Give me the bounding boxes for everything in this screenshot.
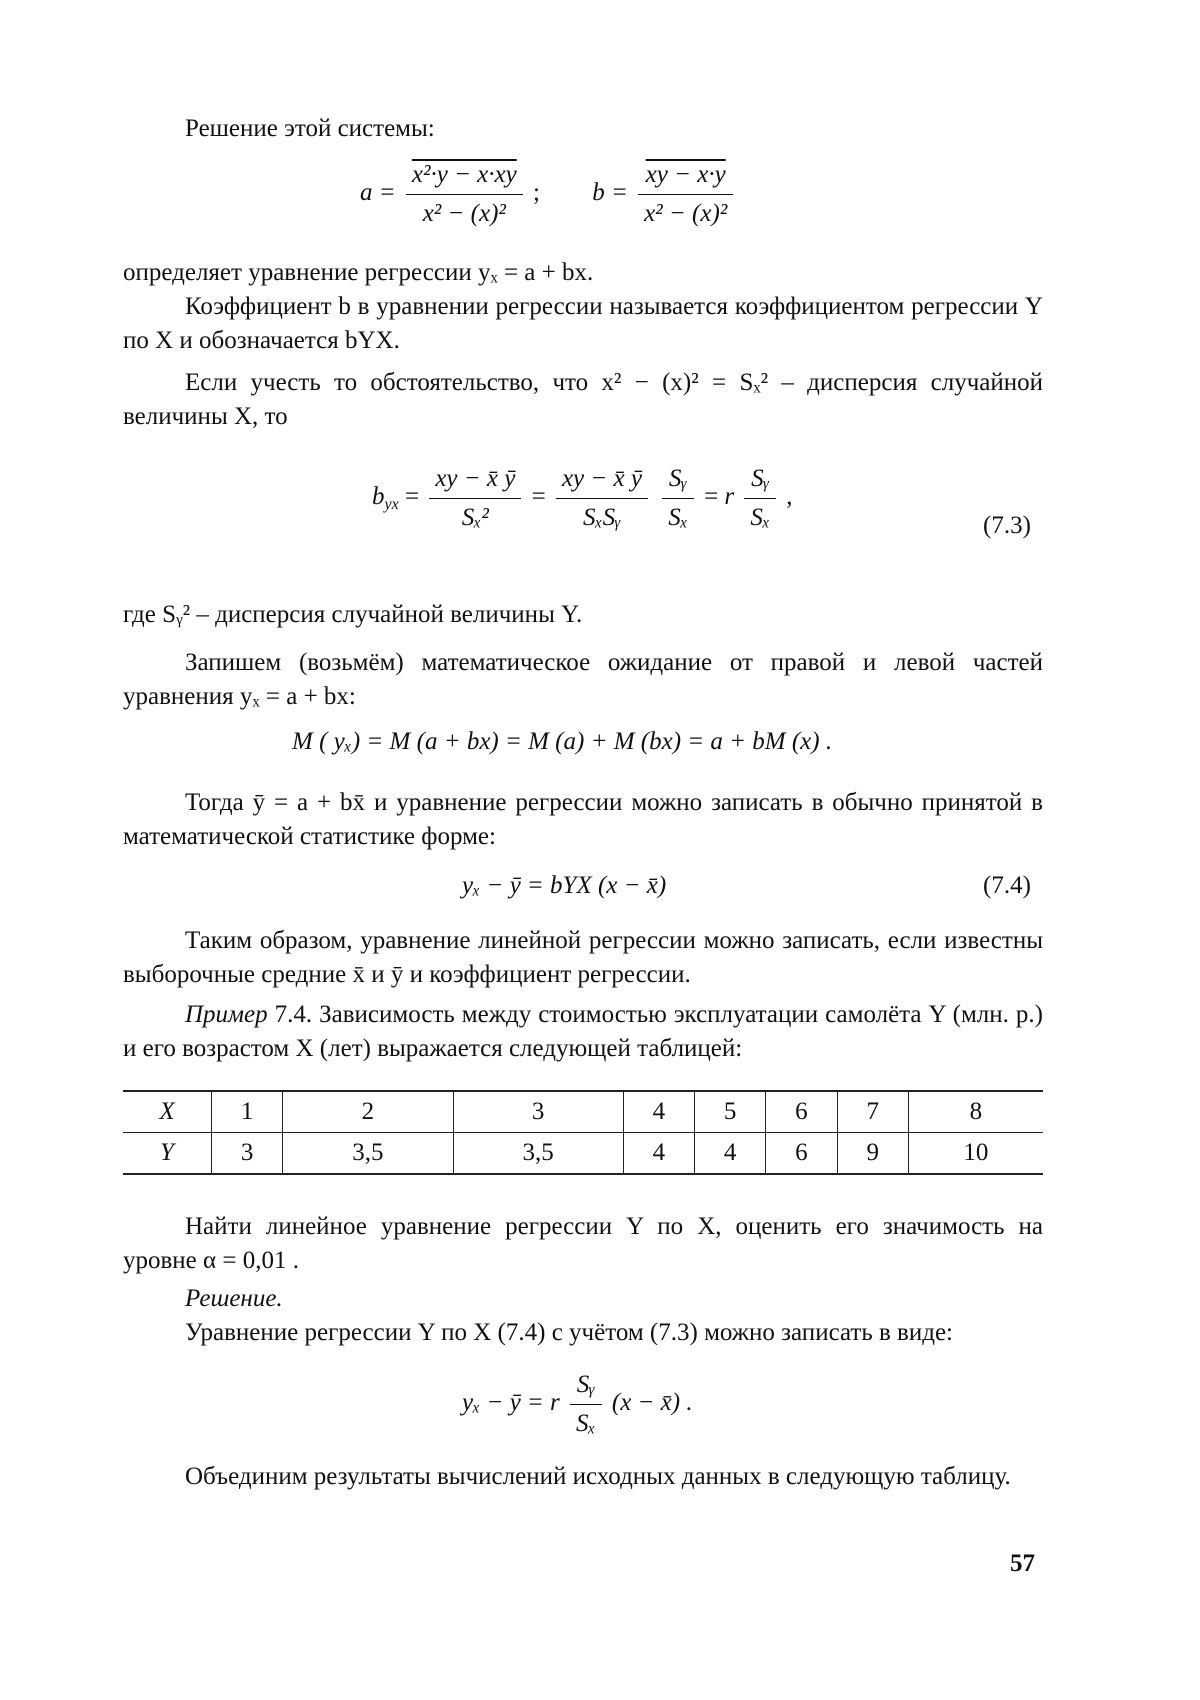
formula-7-3-lhs: b: [372, 483, 385, 511]
table-cell: 1: [212, 1091, 283, 1133]
table-cell: 9: [837, 1133, 908, 1175]
fraction-a: [406, 158, 523, 231]
formula-separator: ;: [532, 179, 540, 207]
example-text: 7.4. Зависимость между стоимостью эксплуатации самолёта Y (млн. р.) и его возрастом X (лет) выражается следующей таблицей:: [123, 1001, 1043, 1062]
table-cell: 6: [766, 1133, 837, 1175]
table-cell: 4: [623, 1091, 694, 1133]
table-cell: 8: [908, 1091, 1043, 1133]
paragraph-combine: Объединим результаты вычислений исходных данных в следующую таблицу.: [185, 1463, 1011, 1490]
paragraph-then: Тогда ȳ = a + bx̄ и уравнение регрессии можно записать в обычно принятой в математической статистике форме:: [123, 789, 1043, 850]
data-table: [123, 1090, 1043, 1175]
paragraph-task: Найти линейное уравнение регрессии Y по X, оценить его значимость на уровне α = 0,01 .: [123, 1213, 1043, 1274]
paragraph-example: [123, 998, 1043, 1066]
paragraph-dispersion: Если учесть то обстоятельство, что x² − (x)² = Sₓ² – дисперсия случайной величины X, то: [123, 369, 1043, 430]
fraction-7-3-first-den: Sₓ²: [461, 504, 489, 531]
table-row-x: [123, 1091, 1043, 1133]
fraction-7-3-second: [556, 462, 648, 535]
fraction-b-denominator: x² − (x)²: [644, 200, 728, 227]
table-cell: 4: [695, 1133, 766, 1175]
table-cell: 3,5: [283, 1133, 453, 1175]
formula-final: [462, 1368, 693, 1441]
formula-7-3-r: r: [724, 483, 735, 511]
page-number: 57: [1010, 1550, 1035, 1577]
fraction-7-3-third-den: Sₓ: [668, 504, 688, 531]
table-row-y: [123, 1133, 1043, 1175]
paragraph-coefficient: Коэффициент b в уравнении регрессии называется коэффициентом регрессии Y по X и обозначается bYX.: [123, 293, 1043, 354]
formula-final-lhs: yₓ − ȳ = r: [462, 1389, 560, 1417]
table-cell: 5: [695, 1091, 766, 1133]
paragraph-expectation: Запишем (возьмём) математическое ожидание от правой и левой частей уравнения yₓ = a + bx:: [123, 649, 1043, 710]
fraction-b: [638, 158, 733, 231]
fraction-b-numerator: xy − x·y: [638, 158, 733, 195]
table-cell: 3: [453, 1091, 623, 1133]
fraction-7-3-second-den: SₓSᵧ: [583, 504, 621, 531]
formula-7-3: $b_{yx}$ = $\frac{xy - x̄ ȳ}{\text{Sₓ²}}$ = $\frac{xy - x̄ ȳ}{\text{SₓSᵧ}}$ $\frac{\text{Sᵧ}}{\text{Sₓ}}$ = r $\frac{\text{Sᵧ}}{\text{Sₓ}}$ ,: [372, 462, 793, 535]
fraction-a-numerator: x²·y − x·xy: [406, 158, 523, 195]
fraction-final-num: Sᵧ: [570, 1368, 602, 1405]
fraction-a-denominator: x² − (x)²: [422, 200, 506, 227]
formula-a-b: [360, 158, 737, 231]
fraction-7-3-fourth-den: Sₓ: [750, 504, 771, 531]
table-cell: Y: [123, 1133, 212, 1175]
fraction-7-3-third-num: Sᵧ: [662, 462, 694, 499]
paragraph-solution: Уравнение регрессии Y по X (7.4) с учётом (7.3) можно записать в виде:: [185, 1319, 953, 1346]
fraction-final-den: Sₓ: [576, 1410, 596, 1437]
table-cell: 3: [212, 1133, 283, 1175]
formula-b-lhs: b =: [592, 179, 628, 207]
formula-a-lhs: a =: [360, 179, 396, 207]
formula-7-4: yₓ − ȳ = bYX (x − x̄): [462, 872, 667, 899]
fraction-7-3-third: [662, 462, 694, 535]
equation-number-7-4: (7.4): [983, 872, 1031, 899]
formula-7-3-lhs-sub: yx: [384, 496, 399, 514]
table-cell: 4: [623, 1133, 694, 1175]
fraction-final: [570, 1368, 602, 1441]
formula-expectation: M ( yₓ) = M (a + bx) = M (a) + M (bx) = a + bM (x) .: [292, 728, 833, 755]
fraction-7-3-second-num: xy − x̄ ȳ: [556, 462, 648, 499]
paragraph-intro: Решение этой системы:: [185, 115, 435, 142]
table-cell: X: [123, 1091, 212, 1133]
paragraph-variance-y: где Sᵧ² – дисперсия случайной величины Y.: [123, 601, 583, 628]
solution-label: Решение.: [185, 1285, 283, 1312]
paragraph-conclusion: Таким образом, уравнение линейной регрессии можно записать, если известны выборочные средние x̄ и ȳ и коэффициент регрессии.: [123, 927, 1043, 988]
formula-final-rhs: (x − x̄) .: [611, 1389, 693, 1417]
example-label: Пример: [185, 1001, 268, 1028]
table-cell: 10: [908, 1133, 1043, 1175]
paragraph-regression-eq: определяет уравнение регрессии yₓ = a + bx.: [123, 259, 594, 286]
table-cell: 7: [837, 1091, 908, 1133]
equation-number-7-3: (7.3): [983, 512, 1031, 539]
table-cell: 6: [766, 1091, 837, 1133]
fraction-7-3-first-num: xy − x̄ ȳ: [429, 462, 521, 499]
fraction-7-3-first: [429, 462, 521, 535]
table-cell: 3,5: [453, 1133, 623, 1175]
table-cell: 2: [283, 1091, 453, 1133]
fraction-7-3-fourth: [744, 462, 776, 535]
fraction-7-3-fourth-num: Sᵧ: [744, 462, 776, 499]
